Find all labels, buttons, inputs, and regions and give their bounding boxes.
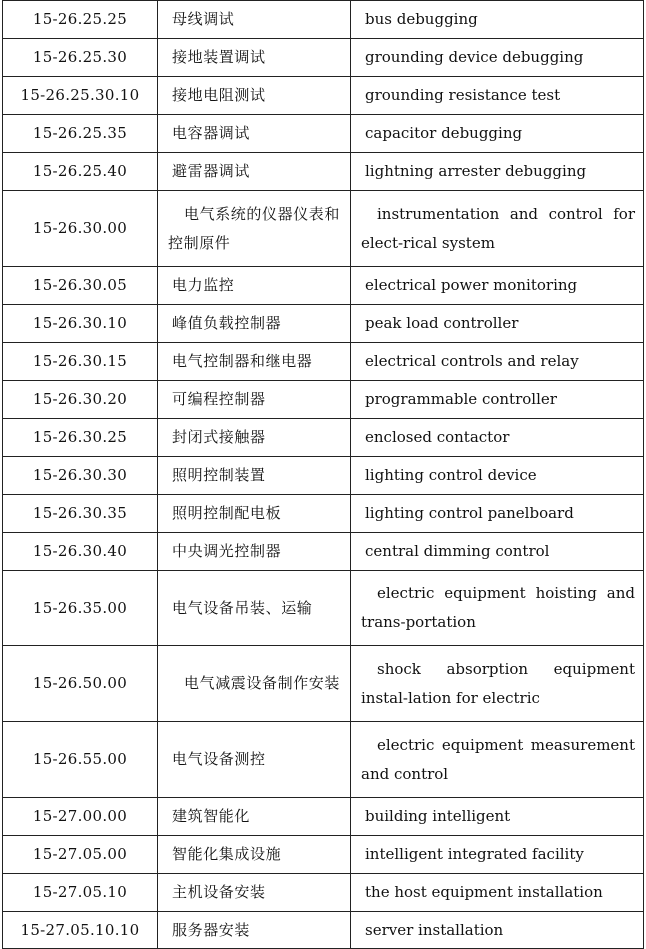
table-row: [3, 419, 644, 457]
english-term-cell: shock absorption equipment instal-lation for electric: [351, 646, 644, 722]
table-row: [3, 1, 644, 39]
code-cell: 15-26.30.20: [3, 381, 158, 419]
code-cell: 15-26.30.40: [3, 533, 158, 571]
english-term-cell: electrical power monitoring: [351, 267, 644, 305]
english-term-cell: server installation: [351, 912, 644, 949]
code-cell: 15-26.25.30.10: [3, 77, 158, 115]
code-cell: 15-26.30.10: [3, 305, 158, 343]
chinese-term-cell: 电力监控: [158, 267, 351, 305]
chinese-term-cell: 建筑智能化: [158, 798, 351, 836]
code-cell: 15-26.30.15: [3, 343, 158, 381]
code-cell: 15-26.35.00: [3, 571, 158, 646]
chinese-term-cell: 电气系统的仪器仪表和控制原件: [158, 191, 351, 267]
code-cell: 15-26.30.05: [3, 267, 158, 305]
code-cell: 15-26.30.00: [3, 191, 158, 267]
code-cell: 15-26.50.00: [3, 646, 158, 722]
chinese-term-cell: 智能化集成设施: [158, 836, 351, 874]
table-row: [3, 191, 644, 267]
english-term-cell: the host equipment installation: [351, 874, 644, 912]
table-row: [3, 343, 644, 381]
chinese-term-cell: 照明控制装置: [158, 457, 351, 495]
chinese-term-cell: 可编程控制器: [158, 381, 351, 419]
table-row: [3, 646, 644, 722]
chinese-term-cell: 峰值负载控制器: [158, 305, 351, 343]
english-term-cell: peak load controller: [351, 305, 644, 343]
english-term-cell: bus debugging: [351, 1, 644, 39]
chinese-term-cell: 接地装置调试: [158, 39, 351, 77]
code-cell: 15-26.25.30: [3, 39, 158, 77]
code-cell: 15-27.00.00: [3, 798, 158, 836]
chinese-term-cell: 照明控制配电板: [158, 495, 351, 533]
table-row: [3, 874, 644, 912]
english-term-cell: lighting control device: [351, 457, 644, 495]
table-row: [3, 77, 644, 115]
code-cell: 15-26.25.35: [3, 115, 158, 153]
code-cell: 15-26.55.00: [3, 722, 158, 798]
english-term-cell: electric equipment measurement and control: [351, 722, 644, 798]
code-cell: 15-26.30.35: [3, 495, 158, 533]
classification-code-table: [2, 0, 644, 949]
table-row: [3, 305, 644, 343]
code-cell: 15-27.05.10.10: [3, 912, 158, 949]
table-row: [3, 267, 644, 305]
table-row: [3, 495, 644, 533]
code-cell: 15-26.25.40: [3, 153, 158, 191]
chinese-term-cell: 主机设备安装: [158, 874, 351, 912]
english-term-cell: lighting control panelboard: [351, 495, 644, 533]
table-row: [3, 153, 644, 191]
english-term-cell: central dimming control: [351, 533, 644, 571]
chinese-term-cell: 电气减震设备制作安装: [158, 646, 351, 722]
table-row: [3, 798, 644, 836]
table-row: [3, 381, 644, 419]
chinese-term-cell: 电气控制器和继电器: [158, 343, 351, 381]
english-term-cell: building intelligent: [351, 798, 644, 836]
chinese-term-cell: 封闭式接触器: [158, 419, 351, 457]
chinese-term-cell: 避雷器调试: [158, 153, 351, 191]
chinese-term-cell: 接地电阻测试: [158, 77, 351, 115]
english-term-cell: electric equipment hoisting and trans-portation: [351, 571, 644, 646]
english-term-cell: capacitor debugging: [351, 115, 644, 153]
table-row: [3, 722, 644, 798]
english-term-cell: intelligent integrated facility: [351, 836, 644, 874]
chinese-term-cell: 电容器调试: [158, 115, 351, 153]
code-cell: 15-26.30.25: [3, 419, 158, 457]
code-cell: 15-27.05.10: [3, 874, 158, 912]
code-cell: 15-27.05.00: [3, 836, 158, 874]
chinese-term-cell: 母线调试: [158, 1, 351, 39]
chinese-term-cell: 服务器安装: [158, 912, 351, 949]
code-cell: 15-26.30.30: [3, 457, 158, 495]
chinese-term-cell: 电气设备测控: [158, 722, 351, 798]
chinese-term-cell: 中央调光控制器: [158, 533, 351, 571]
english-term-cell: programmable controller: [351, 381, 644, 419]
chinese-term-cell: 电气设备吊装、运输: [158, 571, 351, 646]
english-term-cell: instrumentation and control for elect-rical system: [351, 191, 644, 267]
english-term-cell: lightning arrester debugging: [351, 153, 644, 191]
english-term-cell: grounding device debugging: [351, 39, 644, 77]
table-row: [3, 533, 644, 571]
table-row: [3, 115, 644, 153]
table-row: [3, 571, 644, 646]
english-term-cell: enclosed contactor: [351, 419, 644, 457]
english-term-cell: electrical controls and relay: [351, 343, 644, 381]
table-row: [3, 39, 644, 77]
table-row: [3, 457, 644, 495]
code-cell: 15-26.25.25: [3, 1, 158, 39]
table-row: [3, 836, 644, 874]
english-term-cell: grounding resistance test: [351, 77, 644, 115]
